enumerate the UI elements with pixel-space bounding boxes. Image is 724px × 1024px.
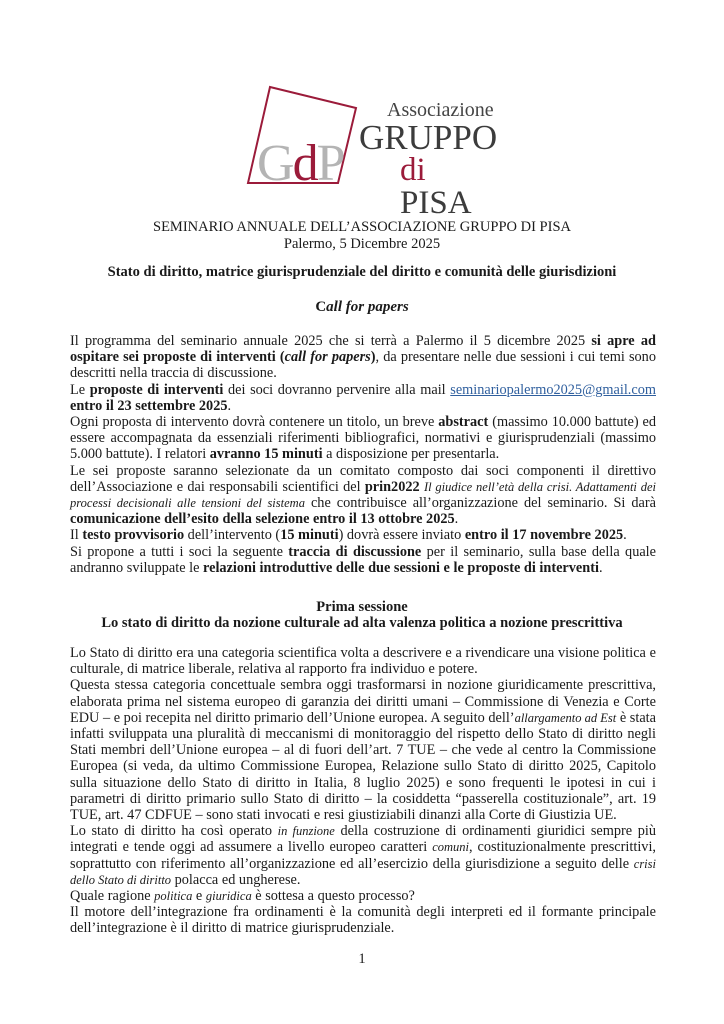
text: Le — [70, 381, 90, 398]
session-subheading: Lo stato di diritto da nozione culturale ad alta valenza politica a nozione prescrittiva — [101, 615, 623, 631]
paragraph-provisional-text — [70, 527, 656, 543]
text: . — [454, 511, 459, 528]
paragraph — [70, 677, 656, 823]
text: è sottesa a questo processo? — [251, 888, 415, 905]
page-number: 1 — [358, 951, 366, 967]
text: Lo stato di diritto ha così operato — [70, 823, 278, 840]
text: . — [598, 559, 603, 576]
session-one-body — [70, 645, 656, 937]
bold-text: entro il 17 novembre 2025 — [464, 527, 624, 544]
call-for-papers-heading — [60, 299, 664, 316]
bold-italic-text: call for papers — [284, 349, 371, 366]
text: Quale ragione — [70, 888, 155, 905]
bold-text: avranno 15 minuti — [209, 446, 323, 463]
text: , costituzionalmente prescrittivi, soprattutto con riferimento all’organizzazione ed all’esercizio della giurisdizione a seguito delle — [70, 839, 656, 872]
italic-text: allargamento ad Est — [514, 710, 617, 725]
seminar-title: Stato di diritto, matrice giurisprudenziale del diritto e comunità delle giurisdizioni — [107, 264, 617, 280]
bold-text: 15 minuti — [280, 527, 339, 544]
bold-text: relazioni introduttive delle due sessioni e le proposte di interventi — [203, 559, 599, 576]
text: che contribuisce all’organizzazione del seminario. Si darà — [304, 495, 656, 512]
text: Questa stessa categoria concettuale sembra oggi trasformarsi in nozione giuridicamente prescrittiva, elaborata prima nel sistema europeo di garanzia dei diritti umani – Commissione di Venezia e Corte EDU – e poi recepita nel diritto primario dell’Unione europea. A seguito dell’ — [70, 677, 656, 726]
text: dei soci dovranno pervenire alla mail — [223, 381, 451, 398]
text: ) dovrà essere inviato — [338, 527, 465, 544]
cfp-initial: C — [315, 299, 327, 315]
cfp-rest: all for papers — [326, 299, 409, 315]
paragraph-submission — [70, 382, 656, 414]
logo-di-pisa — [400, 154, 490, 220]
italic-text: politica — [154, 889, 193, 904]
text: Il — [70, 527, 83, 544]
italic-text: comuni — [432, 840, 470, 855]
text: a disposizione per presentarla. — [322, 446, 500, 463]
bold-text: testo provvisorio — [82, 527, 185, 544]
paragraph-call-intro — [70, 333, 656, 382]
place-date: Palermo, 5 Dicembre 2025 — [283, 236, 441, 252]
bold-text: traccia di discussione — [288, 543, 422, 560]
logo-monogram — [257, 135, 344, 192]
text: . — [227, 397, 232, 414]
text: Il programma del seminario annuale 2025 che si terrà a Palermo il 5 dicembre 2025 — [70, 333, 592, 349]
association-logo — [240, 80, 498, 221]
logo-di: di — [400, 152, 426, 188]
text: (massimo 10.000 battute) ed essere accompagnata da essenziali riferimenti bibliografici, normativi e giurisprudenziali (massimo 5.000 battute). I relatori — [70, 414, 656, 463]
text: per il seminario, sulla base della quale andranno sviluppate le — [70, 543, 657, 576]
text: della costruzione di ordinamenti giuridici sempre più integrati e tende oggi ad assumere a livello europeo caratteri — [70, 823, 656, 856]
paragraph — [70, 888, 656, 904]
bold-text: comunicazione dell’esito della selezione entro il 13 ottobre 2025 — [70, 511, 455, 528]
bold-text: si apre ad ospitare sei proposte di interventi ( — [70, 333, 656, 366]
monogram-p: P — [316, 135, 344, 192]
text: . — [623, 527, 627, 544]
bold-text: ) — [370, 349, 376, 366]
paragraph — [70, 823, 656, 888]
text: è stata infatti sviluppata una pluralità di meccanismi di monitoraggio del rispetto dello Stato di diritto negli Stati membri dell’Unione europea – al di fuori dell’art. 7 TUE – che vede al centro la Commissione Europea (si veda, da ultimo Commissione Europea, Relazione sullo Stato di diritto 2025, Capitolo sulla situazione dello Stato di diritto in Italia, 8 luglio 2025) e sono frequenti le ipotesi in cui i parametri di diritto primario sullo Stato di diritto – la cosiddetta “passerella costituzionale”, art. 19 TUE, art. 47 CDFUE – sono stati invocati e resi giustiziabili dinanzi alla Corte di Giustizia UE. — [70, 709, 656, 824]
logo-associazione: Associazione — [387, 99, 494, 121]
bold-text: prin2022 — [364, 478, 420, 495]
text: Si propone a tutti i soci la seguente — [70, 543, 289, 560]
italic-text: in funzione — [277, 824, 335, 839]
paragraph-selection — [70, 463, 656, 528]
session-heading: Prima sessione — [316, 599, 408, 615]
text: Ogni proposta di intervento dovrà contenere un titolo, un breve — [70, 414, 439, 431]
call-section — [70, 333, 656, 576]
paragraph: Il motore dell’integrazione fra ordinamenti è la comunità degli interpreti ed il formante principale dell’integrazione è il diritto di matrice giurisprudenziale. — [70, 904, 656, 937]
event-heading: SEMINARIO ANNUALE DELL’ASSOCIAZIONE GRUPPO DI PISA — [153, 219, 571, 235]
paragraph-abstract — [70, 414, 656, 463]
logo-gruppo: GRUPPO — [359, 118, 498, 157]
text: dell’intervento ( — [184, 527, 281, 544]
bold-text: proposte di interventi — [89, 381, 224, 398]
paragraph-discussion-track — [70, 544, 656, 576]
italic-text: Il giudice nell’età della crisi. Adattamenti dei processi decisionali alle tensioni del sistema — [70, 479, 656, 511]
text: polacca ed ungherese. — [171, 871, 301, 888]
deadline-text: entro il 23 settembre 2025 — [70, 397, 228, 414]
bold-text: abstract — [438, 414, 489, 431]
text: , da presentare nelle due sessioni i cui temi sono descritti nella traccia di discussione. — [70, 349, 656, 382]
monogram-g: G — [257, 135, 293, 192]
text: Le sei proposte saranno selezionate da un comitato composto dai soci componenti il direttivo dell’Associazione e dai responsabili scientifici del — [70, 462, 656, 495]
italic-text: giuridica — [205, 889, 252, 904]
paragraph: Lo Stato di diritto era una categoria scientifica volta a descrivere e a rivendicare una visione politica e culturale, di matrice liberale, relativa al rapporto fra individuo e potere. — [70, 645, 656, 678]
monogram-d: d — [292, 135, 317, 192]
italic-text: crisi dello Stato di diritto — [70, 856, 656, 887]
logo-pisa-word: PISA — [400, 185, 472, 221]
email-link[interactable]: seminariopalermo2025@gmail.com — [450, 381, 656, 398]
text: e — [192, 888, 206, 905]
